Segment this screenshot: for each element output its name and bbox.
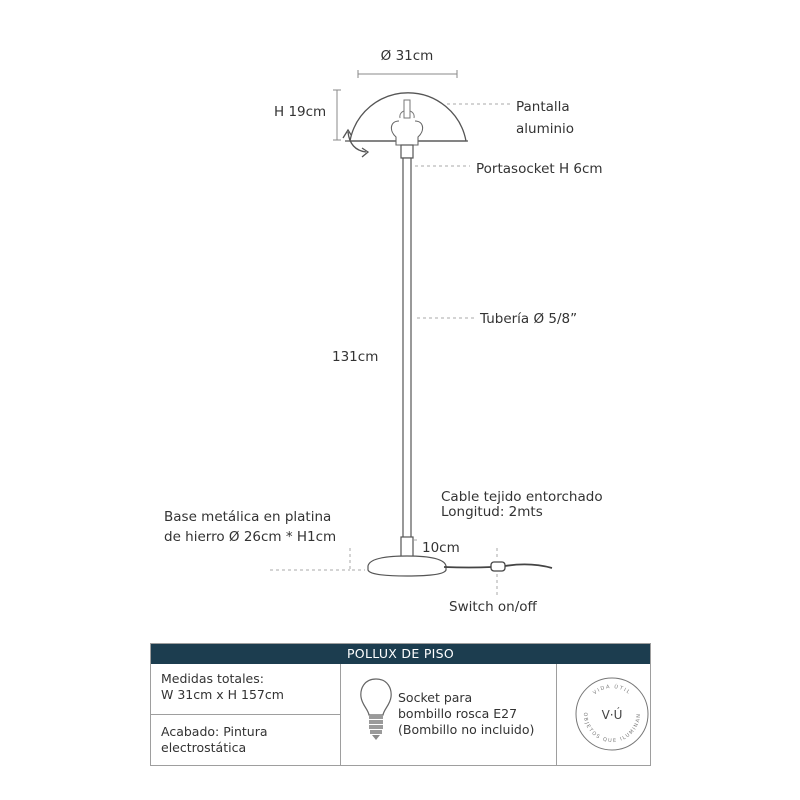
spec-finish-line-2: electrostática [161,740,247,755]
spec-divider-1 [340,664,341,765]
svg-text:VIDA ÚTIL [592,683,632,696]
socket-holder [401,145,413,158]
brand-seal-icon [574,676,650,752]
spec-panel [150,643,651,766]
lamp-tube [403,158,411,540]
socket-holder-label: Portasocket H 6cm [476,161,603,177]
switch-icon [491,562,505,571]
spec-finish-line-1: Acabado: Pintura [161,724,268,739]
spec-body [151,664,650,765]
spec-title: POLLUX DE PISO [151,644,650,664]
base-height-label: 10cm [422,540,460,556]
spec-measures-line-1: Medidas totales: [161,671,264,686]
spec-measures-line-2: W 31cm x H 157cm [161,687,284,702]
spec-divider-row [151,714,340,715]
shade-material-label-1: Pantalla [516,99,570,115]
brand-ring-top: VIDA ÚTIL [592,683,632,697]
cable-label-2: Longitud: 2mts [441,504,543,520]
spec-divider-2 [556,664,557,765]
base-leader [350,548,365,570]
brand-ring-bottom: OBJETOS QUE ILUMINAN [581,712,643,745]
spec-socket-line-2: bombillo rosca E27 [398,706,518,721]
spec-socket-line-3: (Bombillo no incluido) [398,722,535,737]
lamp-base [368,556,446,576]
spec-finish [161,724,268,756]
switch-label: Switch on/off [449,599,537,615]
total-height-label: 131cm [332,349,379,365]
tube-label: Tubería Ø 5/8” [480,311,578,327]
shade-diameter-dimension [358,70,457,78]
base-label-1: Base metálica en platina [164,509,332,525]
bulb-icon [359,677,393,747]
shade-height-dimension [333,90,341,140]
spec-socket [398,690,534,738]
cable-label-1: Cable tejido entorchado [441,489,603,505]
brand-mark: V·Ú [601,708,623,722]
spec-socket-line-1: Socket para [398,690,473,705]
shade-diameter-label: Ø 31cm [380,48,434,64]
shade-material-label-2: aluminio [516,121,575,137]
shade-height-label: H 19cm [274,104,327,120]
spec-measures [161,671,284,703]
base-label-2: de hierro Ø 26cm * H1cm [164,529,337,545]
